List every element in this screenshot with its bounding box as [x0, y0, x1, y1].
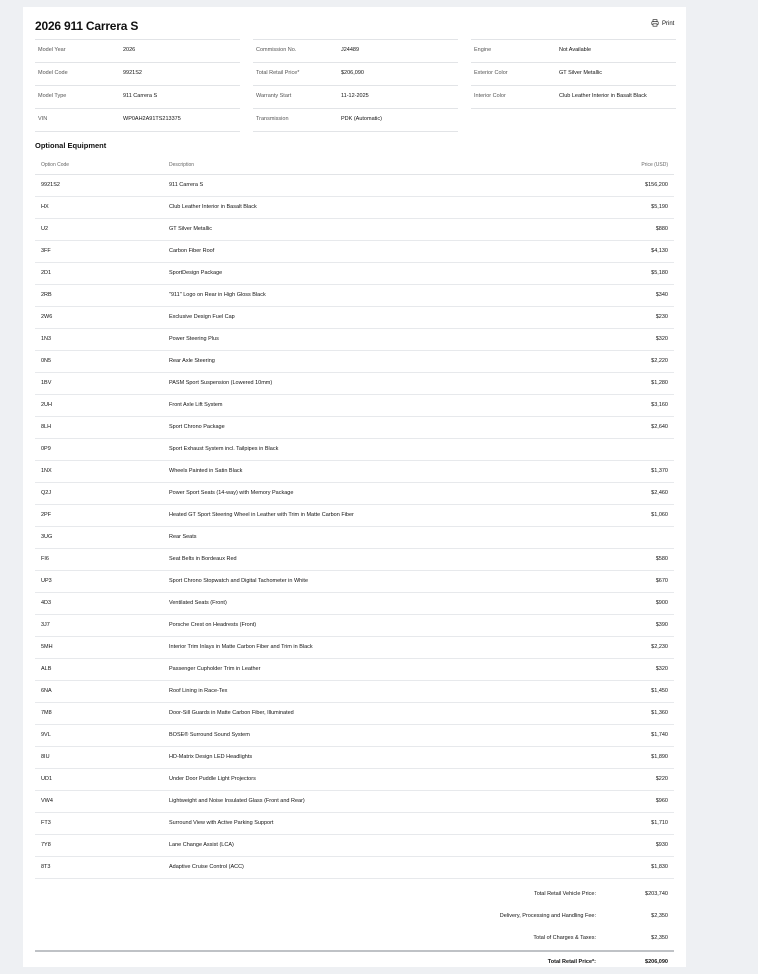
option-description: Power Steering Plus [169, 336, 219, 342]
print-button[interactable] [651, 19, 674, 29]
detail-label: Model Type [38, 93, 67, 99]
option-price: $320 [655, 336, 668, 342]
option-code: FI6 [41, 556, 49, 562]
detail-value: WP0AH2A91TS213375 [123, 116, 181, 122]
option-description: Exclusive Design Fuel Cap [169, 314, 235, 320]
option-price: $230 [655, 314, 668, 320]
detail-row [471, 86, 676, 109]
total-row [35, 884, 674, 906]
total-row [35, 950, 674, 974]
option-description: BOSE® Surround Sound System [169, 732, 250, 738]
table-row [35, 791, 674, 813]
option-price: $670 [655, 578, 668, 584]
option-description: Carbon Fiber Roof [169, 248, 215, 254]
option-description: Sport Exhaust System incl. Tailpipes in Black [169, 446, 279, 452]
detail-label: Engine [474, 47, 492, 53]
table-row [35, 285, 674, 307]
table-row [35, 241, 674, 263]
option-description: Heated GT Sport Steering Wheel in Leather with Trim in Matte Carbon Fiber [169, 512, 354, 518]
table-row [35, 835, 674, 857]
build-sheet [23, 7, 686, 967]
table-row [35, 637, 674, 659]
table-row [35, 681, 674, 703]
detail-value: Club Leather Interior in Basalt Black [559, 93, 647, 99]
table-row [35, 219, 674, 241]
detail-value: $206,090 [341, 70, 364, 76]
table-row [35, 857, 674, 879]
option-description: Rear Seats [169, 534, 197, 540]
option-code: HX [41, 204, 49, 210]
option-price: $1,450 [651, 688, 668, 694]
option-price: $1,710 [651, 820, 668, 826]
detail-label: Total Retail Price* [256, 70, 300, 76]
detail-value: 11-12-2025 [341, 93, 369, 99]
detail-label: VIN [38, 116, 48, 122]
option-description: Club Leather Interior in Basalt Black [169, 204, 257, 210]
option-code: 2RB [41, 292, 52, 298]
equipment-table [35, 156, 674, 879]
table-row [35, 593, 674, 615]
detail-row [471, 39, 676, 63]
option-price: $880 [655, 226, 668, 232]
detail-label: Interior Color [474, 93, 506, 99]
option-code: 2D1 [41, 270, 52, 276]
option-description: "911" Logo on Rear in High Gloss Black [169, 292, 266, 298]
option-description: Roof Lining in Race-Tex [169, 688, 228, 694]
table-row [35, 747, 674, 769]
option-code: 0N5 [41, 358, 52, 364]
option-code: ALB [41, 666, 52, 672]
detail-value: 911 Carrera S [123, 93, 158, 99]
option-code: 8LH [41, 424, 52, 430]
detail-label: Model Year [38, 47, 66, 53]
price-totals [35, 884, 674, 974]
table-row [35, 549, 674, 571]
option-description: Door-Sill Guards in Matte Carbon Fiber, Illuminated [169, 710, 294, 716]
table-row [35, 307, 674, 329]
option-price: $900 [655, 600, 668, 606]
details-column-1 [35, 39, 240, 132]
option-code: 1NX [41, 468, 52, 474]
option-code: 3FF [41, 248, 51, 254]
option-description: HD-Matrix Design LED Headlights [169, 754, 253, 760]
option-price: $220 [655, 776, 668, 782]
print-label: Print [662, 21, 675, 27]
total-row [35, 906, 674, 928]
detail-row [253, 86, 458, 109]
option-code: 6NA [41, 688, 52, 694]
option-price: $5,180 [651, 270, 668, 276]
total-label: Delivery, Processing and Handling Fee: [499, 913, 596, 919]
detail-label: Transmission [256, 116, 289, 122]
option-price: $1,370 [651, 468, 668, 474]
option-description: PASM Sport Suspension (Lowered 10mm) [169, 380, 273, 386]
option-code: FT3 [41, 820, 51, 826]
total-value: $203,740 [645, 891, 668, 897]
option-price: $4,130 [651, 248, 668, 254]
total-label: Total of Charges & Taxes: [533, 935, 596, 941]
table-row [35, 483, 674, 505]
detail-row [471, 63, 676, 86]
option-description: Front Axle Lift System [169, 402, 223, 408]
option-description: Sport Chrono Stopwatch and Digital Tachometer in White [169, 578, 308, 584]
total-label: Total Retail Vehicle Price: [533, 891, 596, 897]
table-row [35, 263, 674, 285]
detail-value: PDK (Automatic) [341, 116, 382, 122]
detail-value: GT Silver Metallic [559, 70, 602, 76]
option-price: $2,230 [651, 644, 668, 650]
detail-label: Warranty Start [256, 93, 292, 99]
detail-label: Exterior Color [474, 70, 508, 76]
details-column-2 [253, 39, 458, 132]
detail-row [253, 63, 458, 86]
detail-value: Not Available [559, 47, 592, 53]
table-row [35, 769, 674, 791]
detail-row [253, 39, 458, 63]
option-code: 5MH [41, 644, 53, 650]
option-description: 911 Carrera S [169, 182, 204, 188]
option-description: Surround View with Active Parking Support [169, 820, 274, 826]
total-value: $2,350 [651, 913, 668, 919]
option-code: 8T3 [41, 864, 51, 870]
table-row [35, 373, 674, 395]
option-description: Wheels Painted in Satin Black [169, 468, 243, 474]
header-price: Price (USD) [641, 162, 668, 168]
option-code: 2W6 [41, 314, 53, 320]
table-row [35, 417, 674, 439]
option-code: VW4 [41, 798, 53, 804]
total-value: $206,090 [645, 959, 668, 965]
option-price: $320 [655, 666, 668, 672]
table-row [35, 571, 674, 593]
option-price: $2,460 [651, 490, 668, 496]
table-row [35, 813, 674, 835]
option-price: $3,160 [651, 402, 668, 408]
table-row [35, 505, 674, 527]
option-code: 9VL [41, 732, 51, 738]
option-price: $580 [655, 556, 668, 562]
table-row [35, 461, 674, 483]
header-option-code: Option Code [41, 162, 70, 168]
option-price: $156,200 [645, 182, 668, 188]
option-code: 9921S2 [41, 182, 60, 188]
option-code: 7Y8 [41, 842, 51, 848]
detail-label: Model Code [38, 70, 68, 76]
detail-row [253, 109, 458, 132]
printer-icon [651, 19, 659, 29]
option-code: 2UH [41, 402, 53, 408]
option-code: U2 [41, 226, 49, 232]
option-price: $930 [655, 842, 668, 848]
option-price: $2,640 [651, 424, 668, 430]
option-description: Seat Belts in Bordeaux Red [169, 556, 237, 562]
option-code: 7M8 [41, 710, 52, 716]
option-description: Passenger Cupholder Trim in Leather [169, 666, 261, 672]
option-code: UD1 [41, 776, 53, 782]
total-label: Total Retail Price*: [547, 959, 596, 965]
option-price: $390 [655, 622, 668, 628]
option-description: Rear Axle Steering [169, 358, 215, 364]
option-code: Q2J [41, 490, 52, 496]
table-row [35, 395, 674, 417]
option-price: $1,830 [651, 864, 668, 870]
option-description: Ventilated Seats (Front) [169, 600, 227, 606]
option-price: $960 [655, 798, 668, 804]
option-code: 3J7 [41, 622, 50, 628]
table-row [35, 703, 674, 725]
detail-row [35, 86, 240, 109]
details-column-3 [471, 39, 676, 109]
table-row [35, 351, 674, 373]
option-price: $1,060 [651, 512, 668, 518]
option-description: Sport Chrono Package [169, 424, 225, 430]
option-code: 1N3 [41, 336, 52, 342]
detail-row [35, 63, 240, 86]
option-description: Adaptive Cruise Control (ACC) [169, 864, 244, 870]
table-header [35, 156, 674, 175]
option-description: Interior Trim Inlays in Matte Carbon Fiber and Trim in Black [169, 644, 313, 650]
option-price: $1,890 [651, 754, 668, 760]
option-code: 0P9 [41, 446, 51, 452]
option-description: Power Sport Seats (14-way) with Memory Package [169, 490, 294, 496]
table-row [35, 615, 674, 637]
option-price: $340 [655, 292, 668, 298]
option-description: GT Silver Metallic [169, 226, 212, 232]
option-description: Under Door Puddle Light Projectors [169, 776, 256, 782]
option-price: $1,280 [651, 380, 668, 386]
table-row [35, 329, 674, 351]
optional-equipment-title: Optional Equipment [35, 141, 107, 150]
table-row [35, 527, 674, 549]
detail-value: 9921S2 [123, 70, 142, 76]
table-row [35, 175, 674, 197]
option-price: $2,220 [651, 358, 668, 364]
table-row [35, 439, 674, 461]
option-code: UP3 [41, 578, 52, 584]
header-description: Description [169, 162, 195, 168]
option-price: $1,740 [651, 732, 668, 738]
option-code: 1BV [41, 380, 52, 386]
detail-row [35, 109, 240, 132]
option-price: $1,360 [651, 710, 668, 716]
option-description: SportDesign Package [169, 270, 223, 276]
option-description: Lightweight and Noise Insulated Glass (Front and Rear) [169, 798, 305, 804]
detail-row [35, 39, 240, 63]
option-code: 8IU [41, 754, 50, 760]
option-description: Lane Change Assist (LCA) [169, 842, 234, 848]
detail-value: J24489 [341, 47, 360, 53]
option-code: 4D3 [41, 600, 52, 606]
detail-label: Commission No. [256, 47, 297, 53]
total-row [35, 928, 674, 950]
page-title: 2026 911 Carrera S [35, 19, 139, 33]
table-row [35, 197, 674, 219]
option-description: Porsche Crest on Headrests (Front) [169, 622, 257, 628]
detail-value: 2026 [123, 47, 136, 53]
option-code: 3UG [41, 534, 53, 540]
table-row [35, 725, 674, 747]
option-price: $5,190 [651, 204, 668, 210]
option-code: 2PF [41, 512, 52, 518]
table-row [35, 659, 674, 681]
total-value: $2,350 [651, 935, 668, 941]
